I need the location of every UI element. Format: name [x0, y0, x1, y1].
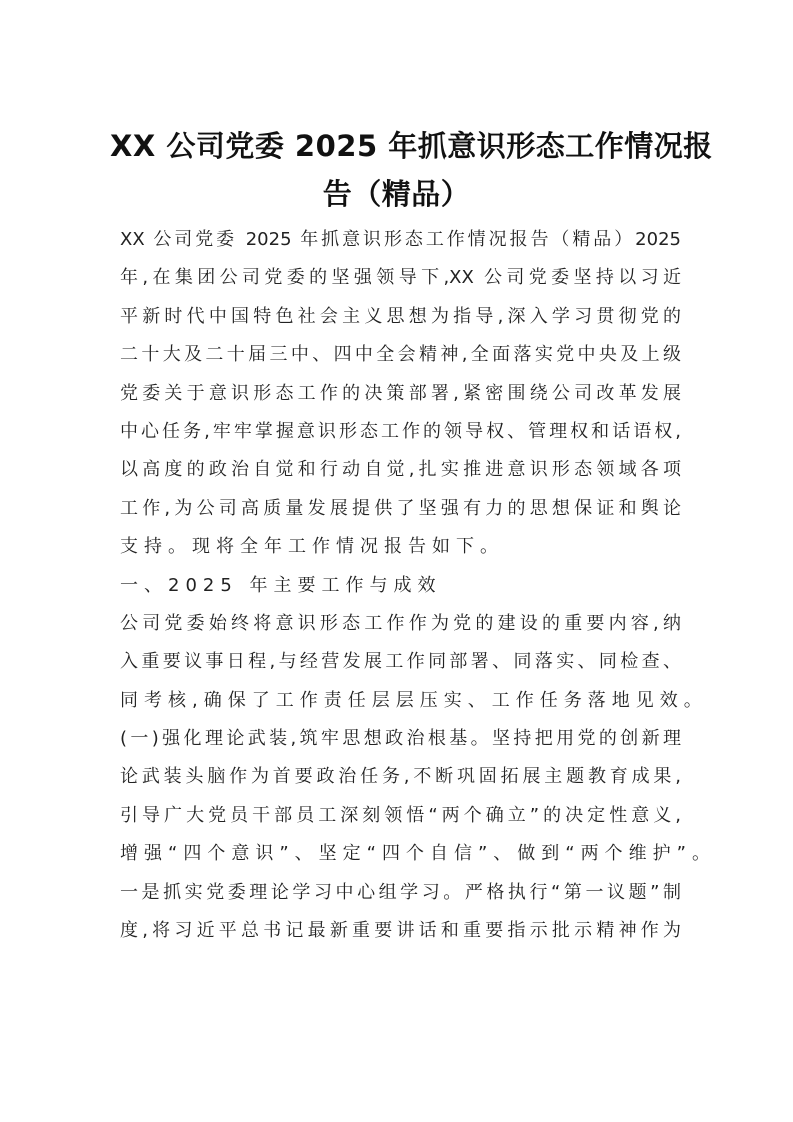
paragraph — [120, 874, 681, 951]
paragraph — [120, 720, 716, 874]
paragraph-line: 工作,为公司高质量发展提供了坚强有力的思想保证和舆论 — [120, 497, 681, 519]
paragraph-line: 平新时代中国特色社会主义思想为指导,深入学习贯彻党的 — [120, 305, 681, 327]
paragraph-line: 入重要议事日程,与经营发展工作同部署、同落实、同检查、 — [120, 651, 681, 673]
paragraph-line: 党委关于意识形态工作的决策部署,紧密围绕公司改革发展 — [120, 382, 681, 404]
paragraph-line: 增强“四个意识”、坚定“四个自信”、做到“两个维护”。 — [120, 843, 716, 865]
paragraph-line: (一)强化理论武装,筑牢思想政治根基。坚持把用党的创新理 — [120, 728, 681, 750]
paragraph-line: 二十大及二十届三中、四中全会精神,全面落实党中央及上级 — [120, 344, 681, 366]
document-title — [110, 122, 713, 218]
paragraph-line: 年,在集团公司党委的坚强领导下,XX 公司党委坚持以习近 — [120, 267, 681, 289]
paragraph — [120, 221, 681, 567]
paragraph-line: XX 公司党委 2025 年抓意识形态工作情况报告（精品）2025 — [120, 229, 681, 250]
paragraph-line: 一、2025 年主要工作与成效 — [120, 574, 442, 596]
paragraph-line: 同考核,确保了工作责任层层压实、工作任务落地见效。 — [120, 689, 708, 711]
paragraph-line: 公司党委始终将意识形态工作作为党的建设的重要内容,纳 — [120, 612, 681, 634]
paragraph — [120, 567, 681, 605]
paragraph-line: 度,将习近平总书记最新重要讲话和重要指示批示精神作为 — [120, 920, 681, 942]
paragraph-line: 一是抓实党委理论学习中心组学习。严格执行“第一议题”制 — [120, 881, 681, 903]
paragraph-line: 论武装头脑作为首要政治任务,不断巩固拓展主题教育成果, — [120, 766, 681, 788]
document-body — [120, 221, 716, 950]
paragraph-line: 中心任务,牢牢掌握意识形态工作的领导权、管理权和话语权, — [120, 420, 681, 442]
paragraph-line: 以高度的政治自觉和行动自觉,扎实推进意识形态领域各项 — [120, 459, 681, 481]
paragraph-line: 引导广大党员干部员工深刻领悟“两个确立”的决定性意义, — [120, 804, 681, 826]
title-line-2: 告（精品） — [322, 177, 471, 211]
paragraph — [120, 605, 708, 720]
paragraph-line: 支持。现将全年工作情况报告如下。 — [120, 536, 504, 558]
title-line-1: XX 公司党委 2025 年抓意识形态工作情况报 — [110, 129, 713, 163]
